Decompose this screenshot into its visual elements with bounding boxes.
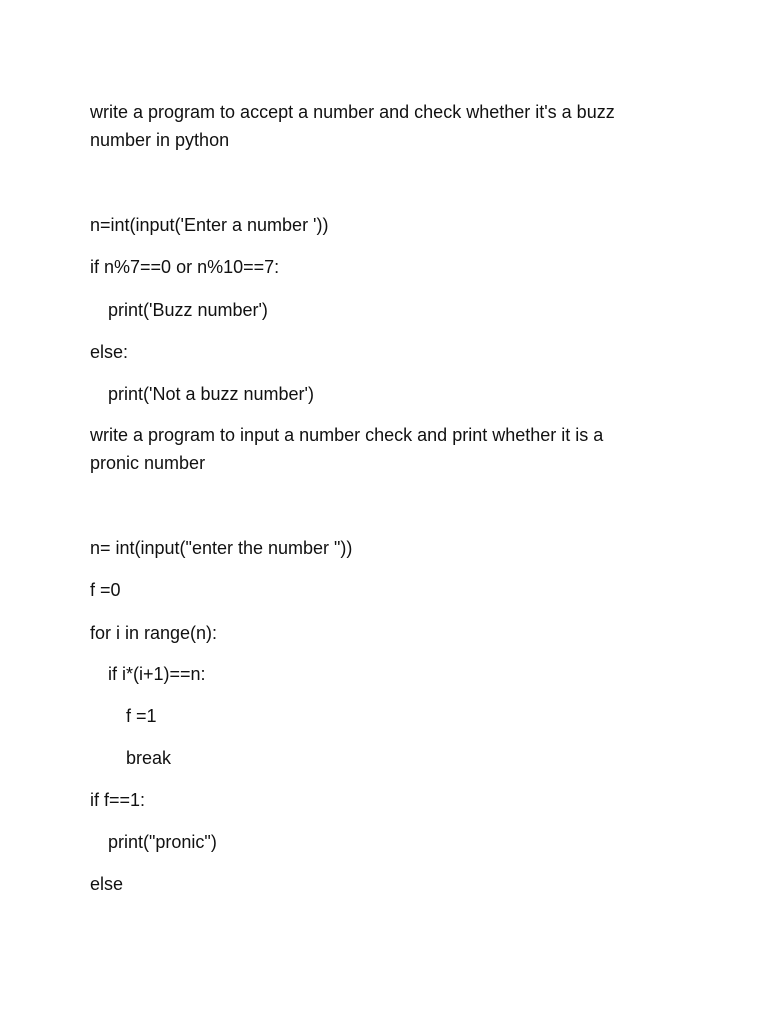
code-line: print('Buzz number') [108, 300, 268, 320]
code-line: n= int(input("enter the number ")) [90, 538, 353, 558]
question-pronic-number: write a program to input a number check and print whether it is a pronic number [90, 425, 604, 473]
code-line: n=int(input('Enter a number ')) [90, 215, 329, 235]
code-line: f =1 [126, 706, 157, 726]
code-line: if f==1: [90, 790, 146, 810]
code-line: if i*(i+1)==n: [108, 664, 206, 684]
code-line: print('Not a buzz number') [108, 384, 314, 404]
code-line: print("pronic") [108, 832, 217, 852]
code-line: if n%7==0 or n%10==7: [90, 257, 280, 277]
code-line: else [90, 874, 124, 894]
code-line: else: [90, 342, 129, 362]
code-line: f =0 [90, 580, 121, 600]
code-line: for i in range(n): [90, 623, 218, 643]
question-buzz-number: write a program to accept a number and check whether it's a buzz number in python [90, 102, 615, 150]
code-line: break [126, 748, 172, 768]
